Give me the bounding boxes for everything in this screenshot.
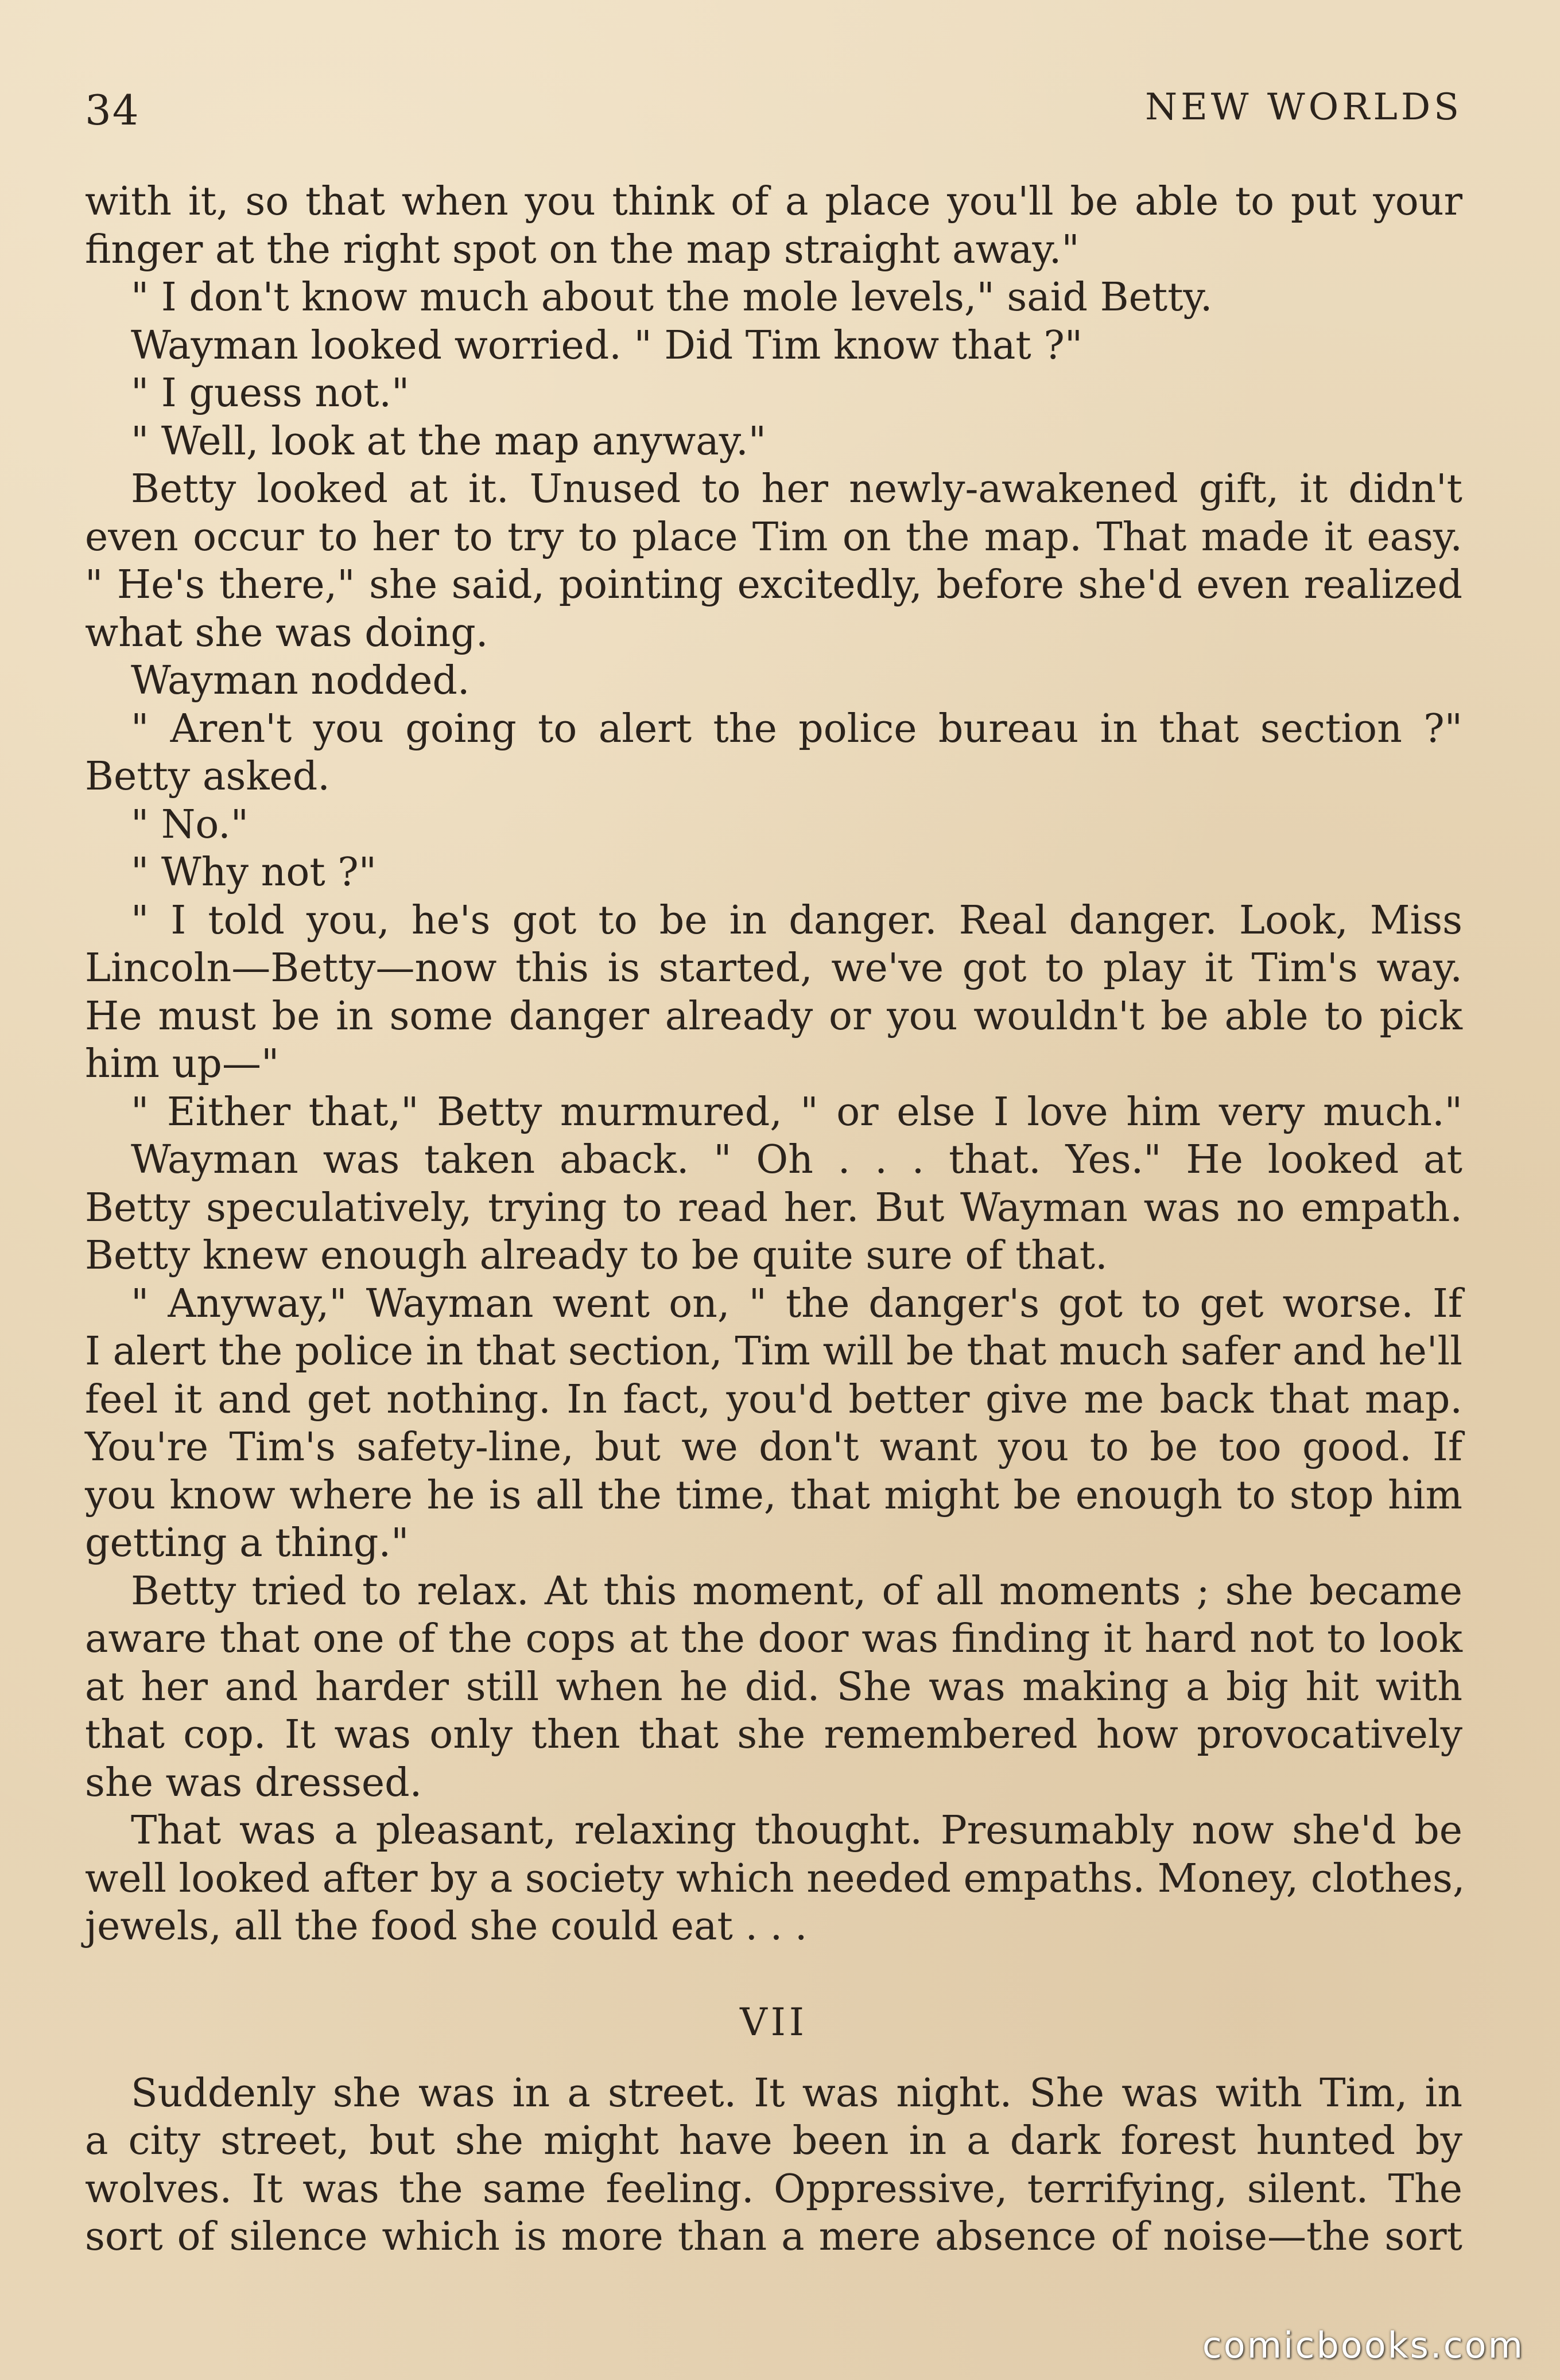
text-line: even occur to her to try to place Tim on the map. That made it easy. bbox=[85, 514, 1462, 560]
text-line: " Well, look at the map anyway." bbox=[131, 418, 767, 464]
text-line: Betty asked. bbox=[85, 754, 330, 799]
text-line: " I guess not." bbox=[131, 371, 410, 416]
text-line: getting a thing." bbox=[85, 1520, 409, 1566]
text-line: " He's there," she said, pointing excitedly, before she'd even realized bbox=[85, 562, 1462, 608]
text-line: at her and harder still when he did. She was making a big hit with bbox=[85, 1664, 1462, 1710]
watermark: comicbooks.com bbox=[1202, 2324, 1524, 2366]
page-header bbox=[85, 86, 1462, 149]
text-line: That was a pleasant, relaxing thought. Presumably now she'd be bbox=[131, 1808, 1462, 1853]
text-line: finger at the right spot on the map straight away." bbox=[85, 227, 1080, 273]
chapter-heading: VII bbox=[740, 2000, 808, 2044]
text-line: what she was doing. bbox=[85, 610, 488, 656]
text-line: Lincoln—Betty—now this is started, we've got to play it Tim's way. bbox=[85, 946, 1462, 991]
text-line: " Either that," Betty murmured, " or else I love him very much." bbox=[131, 1089, 1462, 1135]
text-line: " I told you, he's got to be in danger. Real danger. Look, Miss bbox=[131, 897, 1462, 943]
text-line: " Why not ?" bbox=[131, 850, 377, 895]
text-line: " Aren't you going to alert the police bureau in that section ?" bbox=[131, 706, 1462, 752]
text-line: I alert the police in that section, Tim will be that much safer and he'll bbox=[85, 1329, 1462, 1374]
text-line: Betty tried to relax. At this moment, of all moments ; she became bbox=[131, 1568, 1462, 1614]
section-gap bbox=[85, 2047, 1462, 2070]
text-line: that cop. It was only then that she remembered how provocatively bbox=[85, 1712, 1462, 1757]
text-line: well looked after by a society which needed empaths. Money, clothes, bbox=[85, 1856, 1465, 1901]
text-line: aware that one of the cops at the door was finding it hard not to look bbox=[85, 1616, 1462, 1662]
text-line: Wayman looked worried. " Did Tim know that ?" bbox=[131, 322, 1083, 368]
text-line: jewels, all the food she could eat . . . bbox=[85, 1904, 808, 1949]
text-line: Wayman was taken aback. " Oh . . . that. Yes." He looked at bbox=[131, 1137, 1462, 1183]
text-line: Betty looked at it. Unused to her newly-awakened gift, it didn't bbox=[131, 466, 1462, 512]
body-text bbox=[85, 178, 1465, 2261]
running-head: NEW WORLDS bbox=[1145, 86, 1462, 129]
text-line: sort of silence which is more than a mere absence of noise—the sort bbox=[85, 2214, 1462, 2260]
text-line: a city street, but she might have been in a dark forest hunted by bbox=[85, 2118, 1462, 2164]
section-gap bbox=[85, 1951, 1462, 1999]
text-line: with it, so that when you think of a place you'll be able to put your bbox=[85, 179, 1462, 224]
text-line: " I don't know much about the mole levels," said Betty. bbox=[131, 275, 1213, 320]
text-line: " No." bbox=[131, 802, 249, 847]
page-number: 34 bbox=[85, 86, 140, 134]
text-line: wolves. It was the same feeling. Oppressive, terrifying, silent. The bbox=[85, 2166, 1462, 2212]
text-line: Wayman nodded. bbox=[131, 658, 470, 703]
text-line: Suddenly she was in a street. It was night. She was with Tim, in bbox=[131, 2070, 1462, 2116]
text-line: she was dressed. bbox=[85, 1760, 422, 1806]
text-line: " Anyway," Wayman went on, " the danger's got to get worse. If bbox=[131, 1281, 1462, 1327]
text-line: feel it and get nothing. In fact, you'd better give me back that map. bbox=[85, 1376, 1462, 1422]
text-line: him up—" bbox=[85, 1041, 280, 1087]
text-line: you know where he is all the time, that might be enough to stop him bbox=[85, 1472, 1462, 1518]
text-line: Betty speculatively, trying to read her. But Wayman was no empath. bbox=[85, 1185, 1462, 1231]
text-line: You're Tim's safety-line, but we don't want you to be too good. If bbox=[85, 1425, 1462, 1470]
text-line: Betty knew enough already to be quite sure of that. bbox=[85, 1233, 1108, 1278]
text-line: He must be in some danger already or you wouldn't be able to pick bbox=[85, 993, 1462, 1039]
